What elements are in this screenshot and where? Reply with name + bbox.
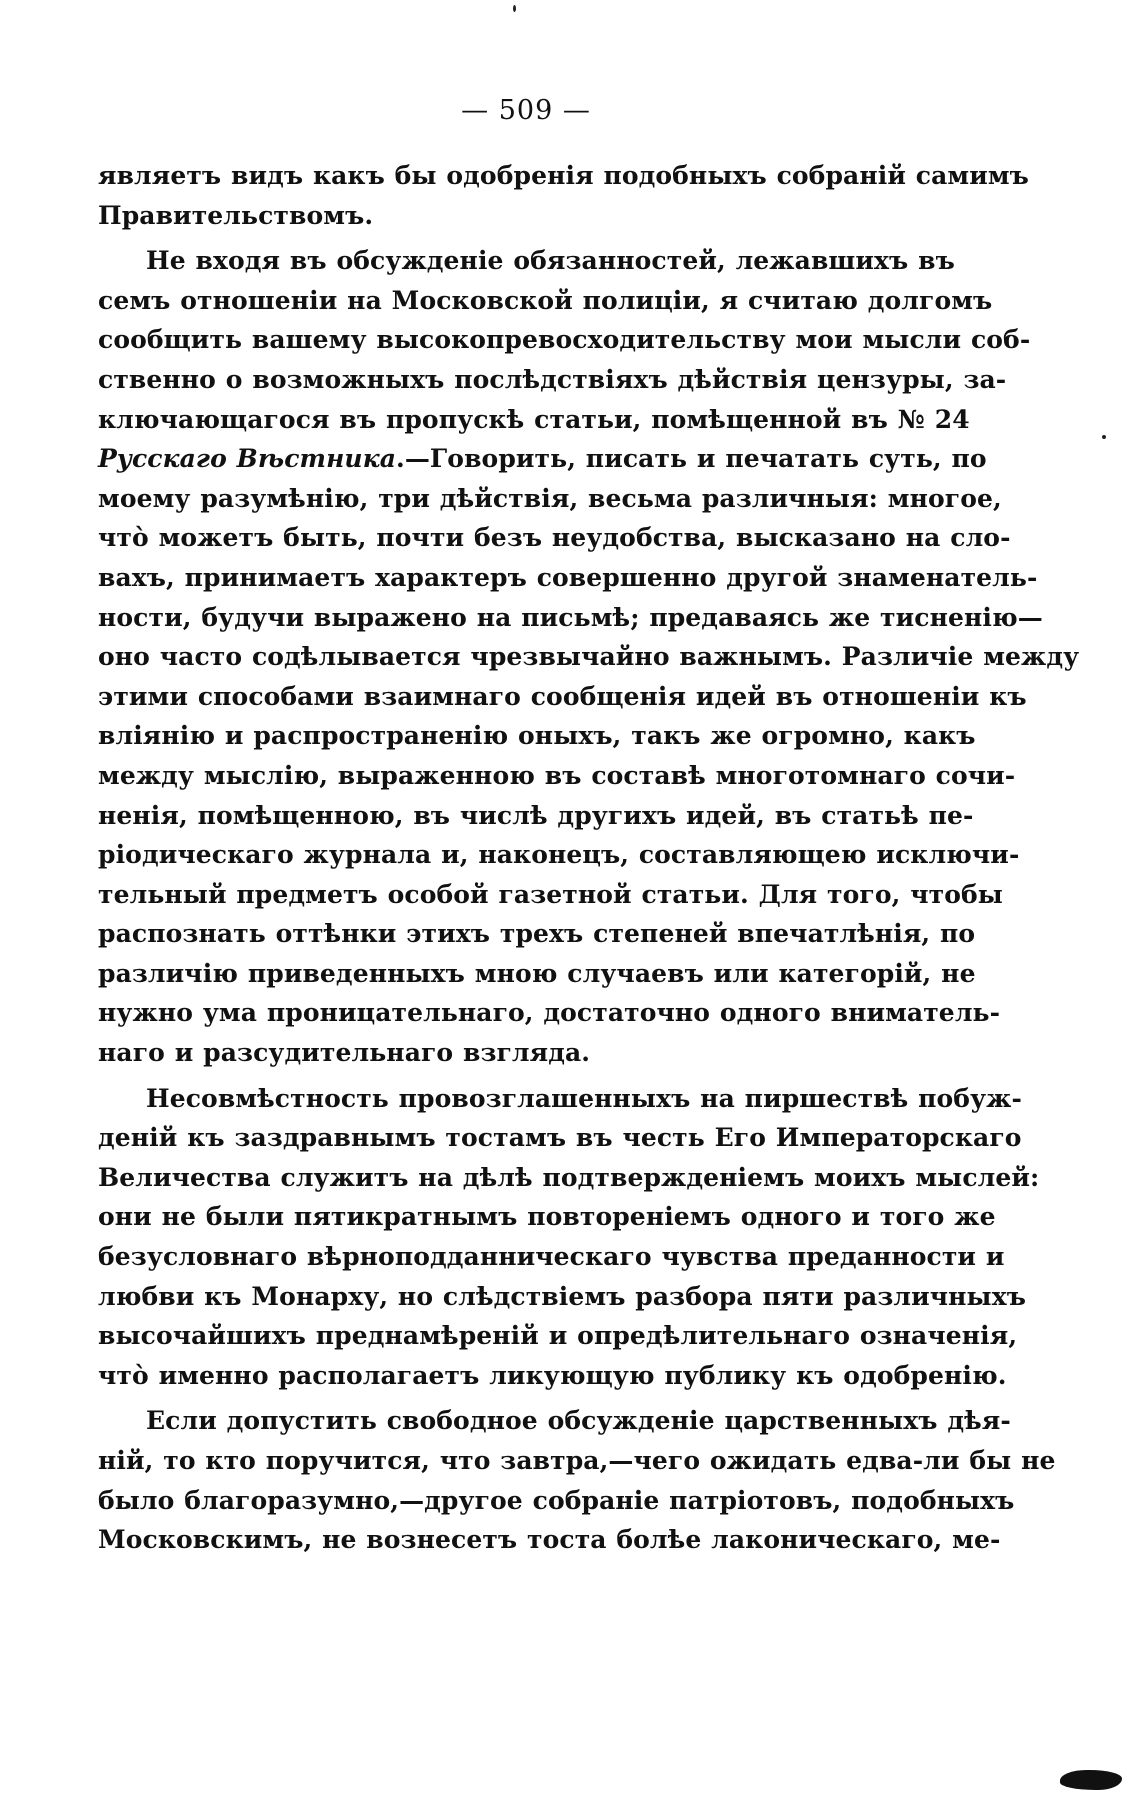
document-page	[98, 95, 1080, 1560]
text-line: ріодическаго журнала и, наконецъ, составляющею исключи-	[98, 840, 1020, 870]
text-line: наго и разсудительнаго взгляда.	[98, 1038, 591, 1068]
text-line: высочайшихъ преднамѣреній и опредѣлительнаго означенія,	[98, 1321, 1018, 1351]
text-line: тельный предметъ особой газетной статьи. Для того, чтобы	[98, 879, 1003, 909]
text-line: безусловнаго вѣрноподданническаго чувства преданности и	[98, 1242, 1005, 1272]
text-line: оно часто содѣлывается чрезвычайно важнымъ. Различіе между	[98, 642, 1080, 672]
text-line: сообщить вашему высокопревосходительству мои мысли соб-	[98, 325, 1031, 355]
text-line: вахъ, принимаетъ характеръ совершенно другой знаменатель-	[98, 562, 1038, 592]
scan-speck	[513, 5, 516, 12]
text-line: ненія, помѣщенною, въ числѣ другихъ идей, въ статьѣ пе-	[98, 800, 974, 830]
text-line: Русскаго Вѣстника.—Говорить, писать и печатать суть, по	[98, 444, 987, 474]
text-line: семъ отношеніи на Московской полиціи, я считаю долгомъ	[98, 285, 993, 315]
text-line: распознать оттѣнки этихъ трехъ степеней впечатлѣнія, по	[98, 919, 976, 949]
text-line: Величества служитъ на дѣлѣ подтвержденіемъ моихъ мыслей:	[98, 1162, 1040, 1192]
text-line: Московскимъ, не вознесетъ тоста болѣе лаконическаго, ме-	[98, 1525, 1001, 1555]
text-line: между мыслію, выраженною въ составѣ многотомнаго сочи-	[98, 760, 1016, 790]
text-line: было благоразумно,—другое собраніе патріотовъ, подобныхъ	[98, 1485, 1015, 1515]
paragraph	[98, 241, 1080, 1072]
text-line: различію приведенныхъ мною случаевъ или категорій, не	[98, 958, 976, 988]
page-number: — 509 —	[461, 95, 591, 126]
text-line: ній, то кто поручится, что завтра,—чего ожидать едва-ли бы не	[98, 1446, 1056, 1475]
italic-title: Русскаго Вѣстника	[98, 444, 397, 474]
paragraph	[98, 1401, 1056, 1559]
text-line: Несовмѣстность провозглашенныхъ на пиршествѣ побуж-	[146, 1083, 1023, 1113]
paragraph	[98, 1079, 1040, 1396]
text-line: Не входя въ обсужденіе обязанностей, лежавшихъ въ	[146, 246, 955, 276]
paragraph	[98, 156, 1029, 235]
text-line: любви къ Монарху, но слѣдствіемъ разбора пяти различныхъ	[98, 1281, 1026, 1311]
text-line: вліянію и распространенію оныхъ, такъ же огромно, какъ	[98, 721, 976, 751]
text-line: Если допустить свободное обсужденіе царственныхъ дѣя-	[146, 1406, 1011, 1436]
text-line: деній къ заздравнымъ тостамъ въ честь Его Императорскаго	[98, 1123, 1022, 1153]
text-line: нужно ума проницательнаго, достаточно одного вниматель-	[98, 998, 1001, 1028]
text-line: моему разумѣнію, три дѣйствія, весьма различныя: многое,	[98, 483, 1002, 513]
scan-smudge	[1060, 1770, 1122, 1790]
text-line: они не были пятикратнымъ повтореніемъ одного и того же	[98, 1202, 996, 1232]
text-line: ключающагося въ пропускѣ статьи, помѣщенной въ № 24	[98, 404, 970, 434]
text-line: Правительствомъ.	[98, 200, 374, 230]
text-line: этими способами взаимнаго сообщенія идей въ отношеніи къ	[98, 681, 1027, 711]
body-text	[98, 156, 1080, 1560]
text-line: ности, будучи выражено на письмѣ; предаваясь же тисненію—	[98, 602, 1043, 632]
text-line: являетъ видъ какъ бы одобренія подобныхъ собраній самимъ	[98, 161, 1029, 190]
scan-speck	[1102, 435, 1106, 439]
text-line: что̀ можетъ быть, почти безъ неудобства, высказано на сло-	[98, 523, 1011, 553]
text-line: что̀ именно располагаетъ ликующую публику къ одобренію.	[98, 1360, 1007, 1390]
text-line: ственно о возможныхъ послѣдствіяхъ дѣйствія цензуры, за-	[98, 364, 1007, 394]
